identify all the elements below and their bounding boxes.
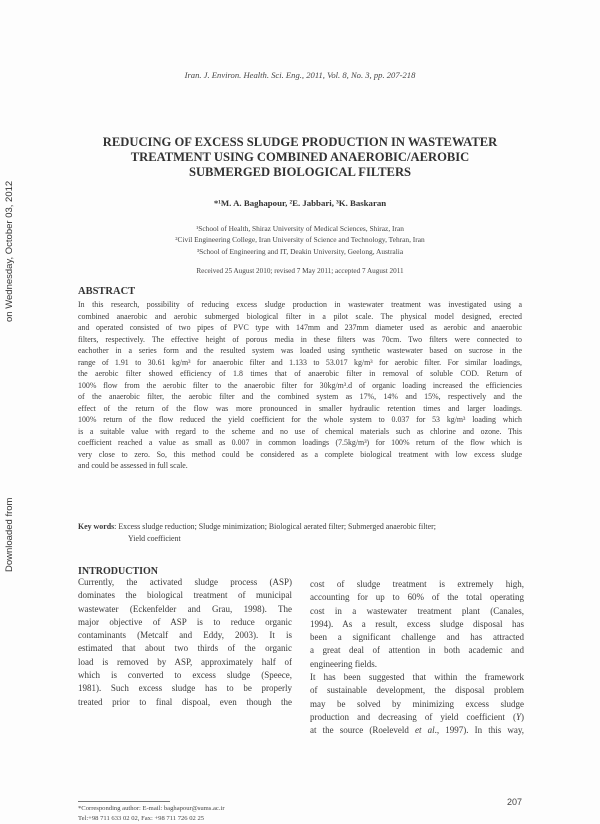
body-text: at the source (Roeleveld	[310, 725, 415, 736]
abstract-line: very close to zero. So, this method could be considered as a complete biological treatment with low excess sludge	[78, 449, 522, 459]
journal-reference: Iran. J. Environ. Health. Sci. Eng., 2011, Vol. 8, No. 3, pp. 207-218	[184, 70, 416, 80]
title-line: SUBMERGED BIOLOGICAL FILTERS	[188, 165, 412, 179]
body-line: accounting for up to 60% of the total operating	[310, 592, 524, 603]
body-text: ., 1997). In this way,	[434, 725, 524, 736]
abstract-line: 100% return of the flow reduced the yield coefficient for the whole system to 0.037 for 53 kg/m³ loading which	[78, 415, 522, 424]
keywords-label: Key words	[78, 522, 115, 531]
body-line: engineering fields.	[310, 658, 377, 669]
abstract-line: and could be assessed in full scale.	[78, 461, 188, 470]
download-side-note	[4, 0, 20, 824]
corresponding-author-email: *Corresponding author: E-mail: baghapour@sums.ac.ir	[78, 805, 225, 812]
body-line: contaminants (Metcalf and Eddy, 2003). It is	[78, 630, 292, 641]
keywords-text: Yield coefficient	[128, 533, 181, 543]
body-line: treated prior to final dispoal, even though the	[78, 696, 292, 707]
body-line: 1981). Such excess sludge has to be properly	[78, 683, 292, 694]
body-line: load is removed by ASP, approximately half of	[78, 656, 292, 667]
body-line: It has been suggested that within the framework	[310, 672, 524, 683]
introduction-right-column	[310, 578, 524, 738]
body-line: may be solved by minimizing excess sludge	[310, 698, 524, 709]
abstract-line: eachother in a series form and the resulted system was loaded using synthetic wastewater based on sucrose in the	[78, 346, 522, 355]
body-text: )	[521, 711, 524, 722]
abstract-line: effect of the return of the flow was more pronounced in smaller hydraulic retention times and larger loadings.	[78, 403, 522, 413]
body-line: which is converted to excess sludge (Speece,	[78, 670, 292, 681]
citation-et-al: et al	[414, 725, 435, 736]
abstract-line: combined anaerobic and aerobic submerged biological filter in a pilot scale. The physical model designed, erected	[78, 311, 522, 321]
abstract-line: the aerobic filter showed efficiency of 1.8 times that of anaerobic filter in removal of soluble COD. Return of	[78, 369, 522, 378]
affiliation: ¹School of Health, Shiraz University of Medical Sciences, Shiraz, Iran	[196, 224, 404, 233]
abstract-line: 100% flow from the aerobic filter to the anaerobic filter for 30kg/m³.d of organic loading increased the efficiencies	[78, 380, 522, 390]
yield-symbol: Y	[515, 711, 521, 722]
affiliation: ²Civil Engineering College, Iran University of Science and Technology, Tehran, Iran	[175, 235, 425, 245]
affiliations	[0, 223, 600, 257]
page-number: 207	[507, 797, 523, 807]
body-line: cost of sludge treatment is extremely high,	[310, 579, 524, 589]
abstract-heading: ABSTRACT	[78, 286, 136, 297]
download-date-text: on Wednesday, October 03, 2012	[4, 180, 15, 322]
body-line: major objective of ASP is to reduce organic	[78, 616, 292, 627]
affiliation: ³School of Engineering and IT, Deakin University, Geelong, Australia	[196, 246, 404, 256]
abstract-line: coefficient reached a value as small as 0.007 in common loadings (7.5kg/m³) for 100% return of the flow which is	[78, 438, 522, 447]
body-line: estimated that about two thirds of the organic	[78, 643, 292, 654]
body-line: a great deal of attention in both academic and	[310, 645, 524, 656]
keywords-block	[78, 521, 522, 544]
body-line: dominates the biological treatment of municipal	[78, 590, 292, 601]
paper-title	[70, 135, 530, 180]
downloaded-from-text: Downloaded from	[4, 497, 15, 572]
abstract-body	[78, 299, 522, 472]
footnotes	[78, 804, 225, 824]
body-line: cost in a wastewater treatment plant (Canales,	[310, 605, 524, 616]
contact-phone-fax: Tel:+98 711 633 02 02, Fax: +98 711 726 02 25	[78, 815, 205, 822]
body-line: Currently, the activated sludge process (ASP)	[78, 577, 292, 587]
introduction-heading: INTRODUCTION	[78, 566, 159, 577]
abstract-line: and operated consisted of two pipes of PVC type with 147mm and 237mm diameter used as aerobic and anaerobic	[78, 323, 522, 332]
introduction-left-column	[78, 576, 292, 709]
title-line: TREATMENT USING COMBINED ANAEROBIC/AEROBIC	[130, 150, 470, 164]
body-line: wastewater (Eckenfelder and Grau, 1998). The	[78, 603, 292, 614]
abstract-line: is a suitable value with regard to the scheme and no use of chemical materials such as chlorine and ozone. This	[78, 426, 522, 436]
body-line: 1994). As a result, excess sludge disposal has	[310, 618, 524, 629]
keywords-text: : Excess sludge reduction; Sludge minimization; Biological aerated filter; Submerged anaerobic filter;	[114, 522, 436, 531]
abstract-line: filters, respectively. The effective height of porous media in these filters was 70cm. Two filters were connected to	[78, 334, 522, 344]
abstract-line: In this research, possibility of reducing excess sludge production in wastewater treatment was investigated using a	[78, 300, 522, 309]
body-line: of sustainable development, the disposal problem	[310, 685, 524, 696]
author-list: *¹M. A. Baghapour, ²E. Jabbari, ³K. Baskaran	[213, 198, 387, 208]
footnote-divider	[78, 801, 170, 802]
body-line	[310, 724, 524, 737]
abstract-line: range of 1.91 to 30.61 kg/m³ for anaerobic filter and 1.133 to 53.017 kg/m³ for aerobic filter. For similar loadings,	[78, 357, 522, 367]
abstract-line: of the anaerobic filter, the aerobic filter and the combined system as 17%, 14% and 15%, respectively and the	[78, 392, 522, 401]
title-line: REDUCING OF EXCESS SLUDGE PRODUCTION IN WASTEWATER	[102, 135, 498, 149]
body-line: been a significant challenge and has attracted	[310, 632, 524, 643]
body-line	[310, 711, 524, 724]
body-text: production and decreasing of yield coefficient (	[310, 711, 516, 722]
received-dates: Received 25 August 2010; revised 7 May 2011; accepted 7 August 2011	[196, 267, 404, 275]
